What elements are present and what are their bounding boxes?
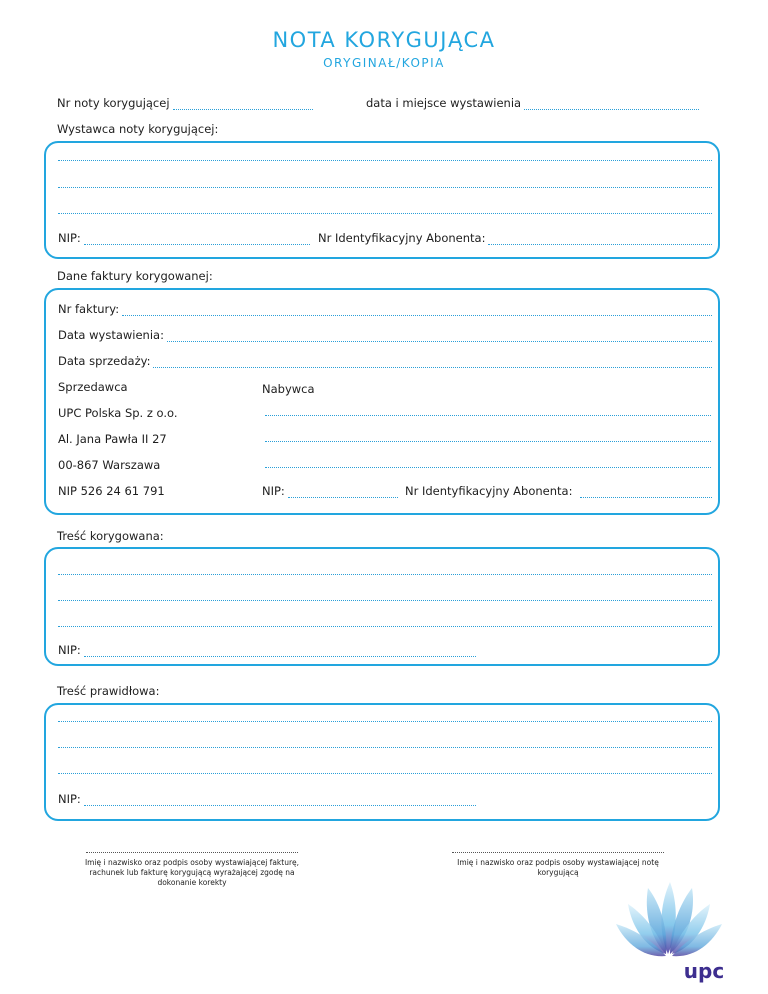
left-signature-caption: Imię i nazwisko oraz podpis osoby wystawiającej fakturę, rachunek lub fakturę korygującą wyrażającej zgodę na dokonanie korekty bbox=[84, 858, 300, 887]
buyer-line-3[interactable] bbox=[265, 467, 711, 468]
issuer-subscriber-field[interactable] bbox=[318, 231, 712, 245]
corrected-line-3[interactable] bbox=[58, 626, 712, 627]
seller-line-2 bbox=[58, 432, 167, 446]
buyer-nip-dots bbox=[288, 488, 398, 498]
issuer-nip-label: NIP: bbox=[58, 231, 81, 245]
corrected-line-1[interactable] bbox=[58, 574, 712, 575]
seller-name: UPC Polska Sp. z o.o. bbox=[58, 406, 178, 420]
seller-label-text: Sprzedawca bbox=[58, 380, 128, 394]
correct-nip-label: NIP: bbox=[58, 792, 81, 806]
right-signature-caption: Imię i nazwisko oraz podpis osoby wystawiającej notę korygującą bbox=[457, 858, 659, 877]
issuer-line-1[interactable] bbox=[58, 160, 712, 161]
issuer-nip-dots bbox=[84, 235, 310, 245]
date-place-dots bbox=[524, 100, 699, 110]
buyer-subscriber-dots bbox=[580, 488, 712, 498]
seller-line-3 bbox=[58, 458, 160, 472]
document-title: NOTA KORYGUJĄCA bbox=[272, 28, 496, 52]
seller-street: Al. Jana Pawła II 27 bbox=[58, 432, 167, 446]
issuer-nip-field[interactable] bbox=[58, 231, 310, 245]
seller-nip: NIP 526 24 61 791 bbox=[58, 484, 165, 498]
seller-city: 00-867 Warszawa bbox=[58, 458, 161, 472]
correct-line-2[interactable] bbox=[58, 747, 712, 748]
corrected-nip-label: NIP: bbox=[58, 643, 81, 657]
date-place-label: data i miejsce wystawienia bbox=[366, 96, 522, 110]
corrected-label: Treść korygowana: bbox=[57, 529, 164, 543]
corrected-line-2[interactable] bbox=[58, 600, 712, 601]
buyer-subscriber-field[interactable] bbox=[405, 484, 712, 498]
note-number-dots bbox=[173, 100, 313, 110]
sale-date-field[interactable] bbox=[58, 354, 712, 368]
issuer-subscriber-label: Nr Identyfikacyjny Abonenta: bbox=[318, 231, 486, 245]
issue-date-field[interactable] bbox=[58, 328, 712, 342]
buyer-subscriber-label: Nr Identyfikacyjny Abonenta: bbox=[405, 484, 573, 498]
invoice-number-dots bbox=[122, 306, 712, 316]
right-signature-line[interactable] bbox=[452, 852, 664, 853]
buyer-line-1[interactable] bbox=[265, 415, 711, 416]
buyer-line-2[interactable] bbox=[265, 441, 711, 442]
corrected-nip-field[interactable] bbox=[58, 643, 476, 657]
invoice-number-label: Nr faktury: bbox=[58, 302, 120, 316]
issuer-line-2[interactable] bbox=[58, 187, 712, 188]
invoice-number-field[interactable] bbox=[58, 302, 712, 316]
sale-date-dots bbox=[153, 358, 712, 368]
seller-line-1 bbox=[58, 406, 178, 420]
correct-line-1[interactable] bbox=[58, 721, 712, 722]
invoice-label: Dane faktury korygowanej: bbox=[57, 269, 213, 283]
correct-nip-dots bbox=[84, 796, 476, 806]
upc-butterfly-logo-icon bbox=[612, 874, 724, 984]
invoice-box bbox=[44, 288, 720, 515]
issuer-line-3[interactable] bbox=[58, 213, 712, 214]
correct-nip-field[interactable] bbox=[58, 792, 476, 806]
correct-line-3[interactable] bbox=[58, 773, 712, 774]
correct-label: Treść prawidłowa: bbox=[57, 684, 160, 698]
issue-date-label: Data wystawienia: bbox=[58, 328, 164, 342]
corrected-nip-dots bbox=[84, 647, 476, 657]
issuer-subscriber-dots bbox=[488, 235, 712, 245]
document-subtitle: ORYGINAŁ/KOPIA bbox=[323, 56, 445, 70]
sale-date-label: Data sprzedaży: bbox=[58, 354, 151, 368]
issue-date-dots bbox=[167, 332, 712, 342]
buyer-nip-field[interactable] bbox=[262, 484, 398, 498]
seller-line-4 bbox=[58, 484, 165, 498]
issuer-label: Wystawca noty korygującej: bbox=[57, 122, 219, 136]
upc-logo bbox=[612, 874, 724, 984]
buyer-nip-label: NIP: bbox=[262, 484, 285, 498]
upc-logo-text: upc bbox=[683, 959, 724, 983]
note-number-field[interactable] bbox=[57, 96, 313, 110]
buyer-label bbox=[262, 382, 315, 396]
seller-label bbox=[58, 380, 128, 394]
date-place-field[interactable] bbox=[366, 96, 699, 110]
note-number-label: Nr noty korygującej bbox=[57, 96, 170, 110]
left-signature-line[interactable] bbox=[86, 852, 298, 853]
buyer-label-text: Nabywca bbox=[262, 382, 315, 396]
